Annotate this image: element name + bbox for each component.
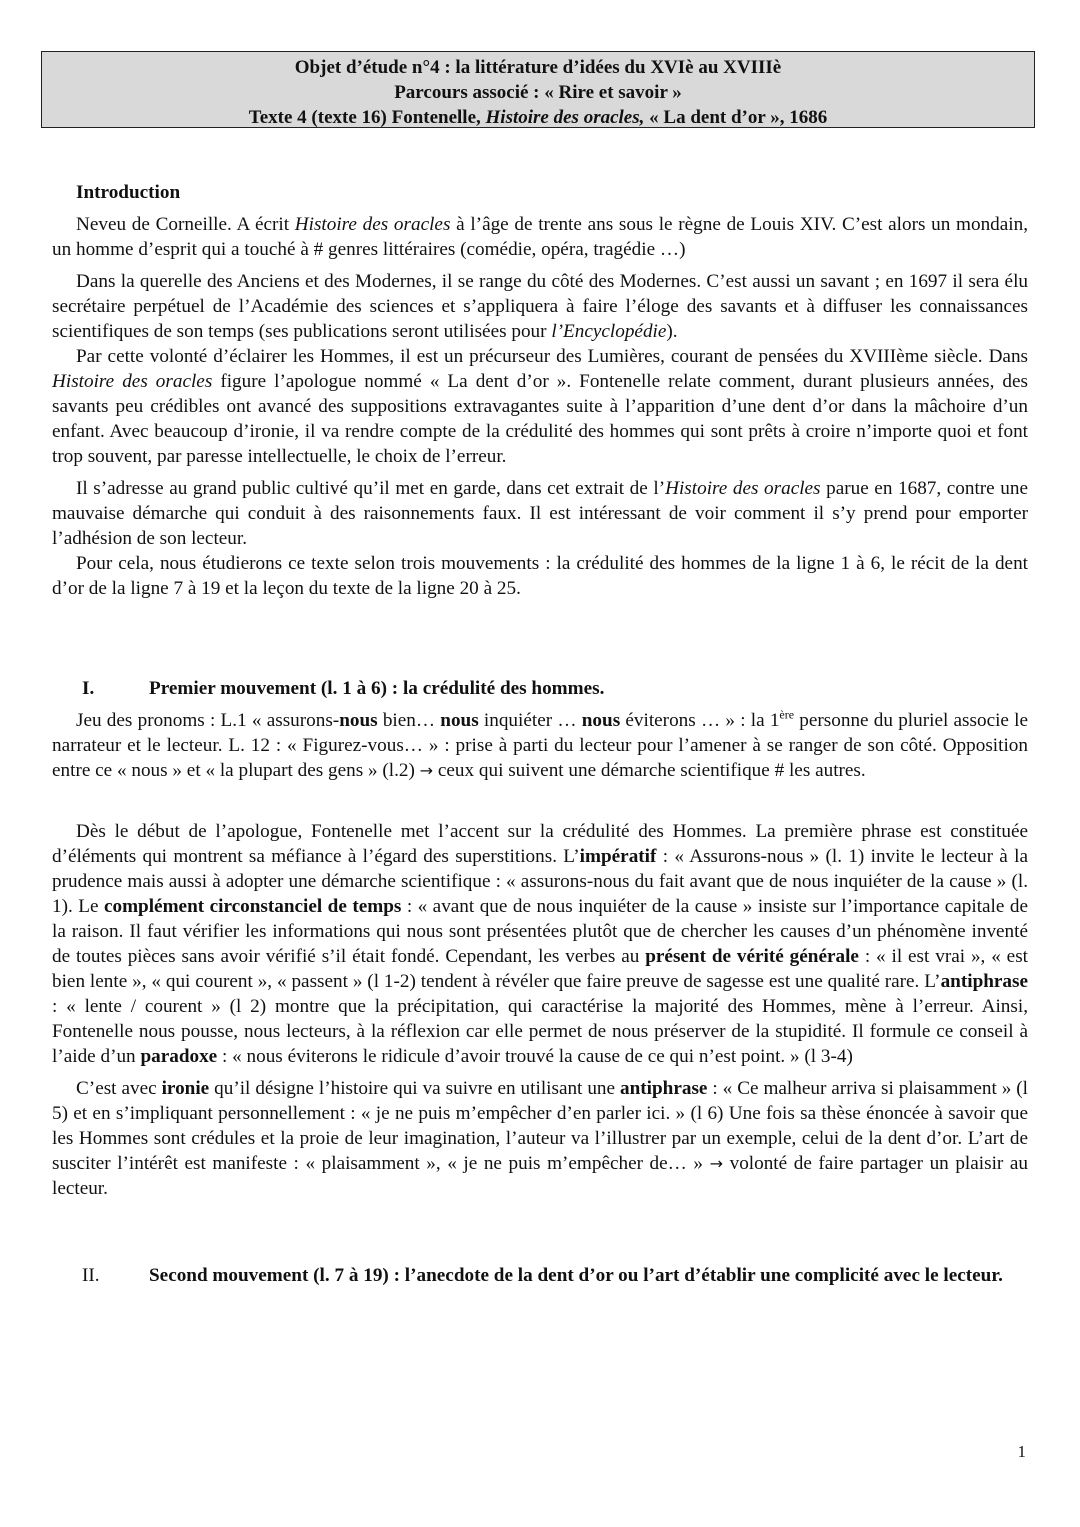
section-2-title [82, 1263, 1028, 1288]
arrow-icon: → [419, 761, 434, 780]
header-line-3: Texte 4 (texte 16) Fontenelle, Histoire des oracles, « La dent d’or », 1686 [248, 107, 828, 128]
header-line-2: Parcours associé : « Rire et savoir » [394, 82, 682, 103]
section-2-heading: Second mouvement (l. 7 à 19) : l’anecdote de la dent d’or ou l’art d’établir une complicité avec le lecteur. [149, 1265, 1003, 1286]
section-1-number: I. [82, 678, 95, 699]
document-header [41, 51, 1035, 128]
introduction-heading: Introduction [76, 182, 181, 203]
arrow-icon: → [709, 1154, 724, 1173]
intro-paragraph-3: Par cette volonté d’éclairer les Hommes, il est un précurseur des Lumières, courant de pensées du XVIIIème siècle. Dans Histoire des oracles figure l’apologue nommé « La dent d’or ». Fontenelle relate comment, durant plusieurs années, des savants peu crédibles ont avancé des suppositions extravagantes suite à l’apparition d’une dent d’or dans la mâchoire d’un enfant. Avec beaucoup d’ironie, il va rendre compte de la crédulité des hommes qui sont prêts à croire n’importe quoi et font trop souvent, par paresse intellectuelle, le choix de l’erreur. [52, 346, 1028, 467]
intro-paragraph-2: Dans la querelle des Anciens et des Modernes, il se range du côté des Modernes. C’est aussi un savant ; en 1697 il sera élu secrétaire perpétuel de l’Académie des sciences et s’appliquera à faire l’éloge des savants et à diffuser les connaissances scientifiques de son temps (ses publications seront utilisées pour l’Encyclopédie). [52, 271, 1028, 342]
section-1-paragraph-1: Jeu des pronoms : L.1 « assurons-nous bien… nous inquiéter … nous éviterons … » : la 1ère personne du pluriel associe le narrateur et le lecteur. L. 12 : « Figurez-vous… » : prise à parti du lecteur pour l’amener à se ranger de son côté. Opposition entre ce « nous » et « la plupart des gens » (l.2) → ceux qui suivent une démarche scientifique # les autres. [52, 707, 1029, 781]
section-1-paragraph-2: Dès le début de l’apologue, Fontenelle met l’accent sur la crédulité des Hommes. La première phrase est constituée d’éléments qui montrent sa méfiance à l’égard des superstitions. L’impératif : « Assurons-nous » (l. 1) invite le lecteur à la prudence mais aussi à adopter une démarche scientifique : « assurons-nous du fait avant que de nous inquiéter de la cause » (l. 1). Le complément circonstanciel de temps : « avant que de nous inquiéter de la cause » insiste sur l’importance capitale de la raison. Il faut vérifier les informations qui nous sont présentées plutôt que de chercher les causes d’un phénomène inventé de toutes pièces sans avoir vérifié s’il était fondé. Cependant, les verbes au présent de vérité générale : « il est vrai », « est bien lente », « qui courent », « passent » (l 1-2) tendent à révéler que faire preuve de sagesse est une qualité rare. L’antiphrase : « lente / courent » (l 2) montre que la précipitation, qui caractérise la majorité des Hommes, mène à l’erreur. Ainsi, Fontenelle nous pousse, nous lecteurs, à la réflexion car elle permet de nous préserver de la stupidité. Il formule ce conseil à l’aide d’un paradoxe : « nous éviterons le ridicule d’avoir trouvé la cause de ce qui n’est point. » (l 3-4) [52, 821, 1028, 1067]
section-1-heading: Premier mouvement (l. 1 à 6) : la crédulité des hommes. [149, 678, 605, 699]
intro-paragraph-4: Il s’adresse au grand public cultivé qu’il met en garde, dans cet extrait de l’Histoire des oracles parue en 1687, contre une mauvaise démarche qui conduit à des raisonnements faux. Il est intéressant de voir comment il s’y prend pour emporter l’adhésion de son lecteur. [52, 478, 1028, 549]
intro-paragraph-5: Pour cela, nous étudierons ce texte selon trois mouvements : la crédulité des hommes de la ligne 1 à 6, le récit de la dent d’or de la ligne 7 à 19 et la leçon du texte de la ligne 20 à 25. [52, 553, 1028, 599]
document-body [52, 180, 1028, 1288]
section-1-paragraph-3: C’est avec ironie qu’il désigne l’histoire qui va suivre en utilisant une antiphrase : « Ce malheur arriva si plaisamment » (l 5) et en s’impliquant personnellement : « je ne puis m’empêcher d’en parler ici. » (l 6) Une fois sa thèse énoncée à savoir que les Hommes sont crédules et la proie de leur imagination, l’auteur va l’illustrer par un exemple, celui de la dent d’or. L’art de susciter l’intérêt est manifeste : « plaisamment », « je ne puis m’empêcher de… » → volonté de faire partager un plaisir au lecteur. [52, 1078, 1028, 1199]
page-number: 1 [1017, 1442, 1026, 1461]
intro-paragraph-1: Neveu de Corneille. A écrit Histoire des oracles à l’âge de trente ans sous le règne de Louis XIV. C’est alors un mondain, un homme d’esprit qui a touché à # genres littéraires (comédie, opéra, tragédie …) [52, 214, 1028, 260]
header-line-1: Objet d’étude n°4 : la littérature d’idées du XVIè au XVIIIè [294, 57, 782, 78]
section-2-number: II. [82, 1265, 100, 1286]
section-1-title [82, 676, 1028, 701]
